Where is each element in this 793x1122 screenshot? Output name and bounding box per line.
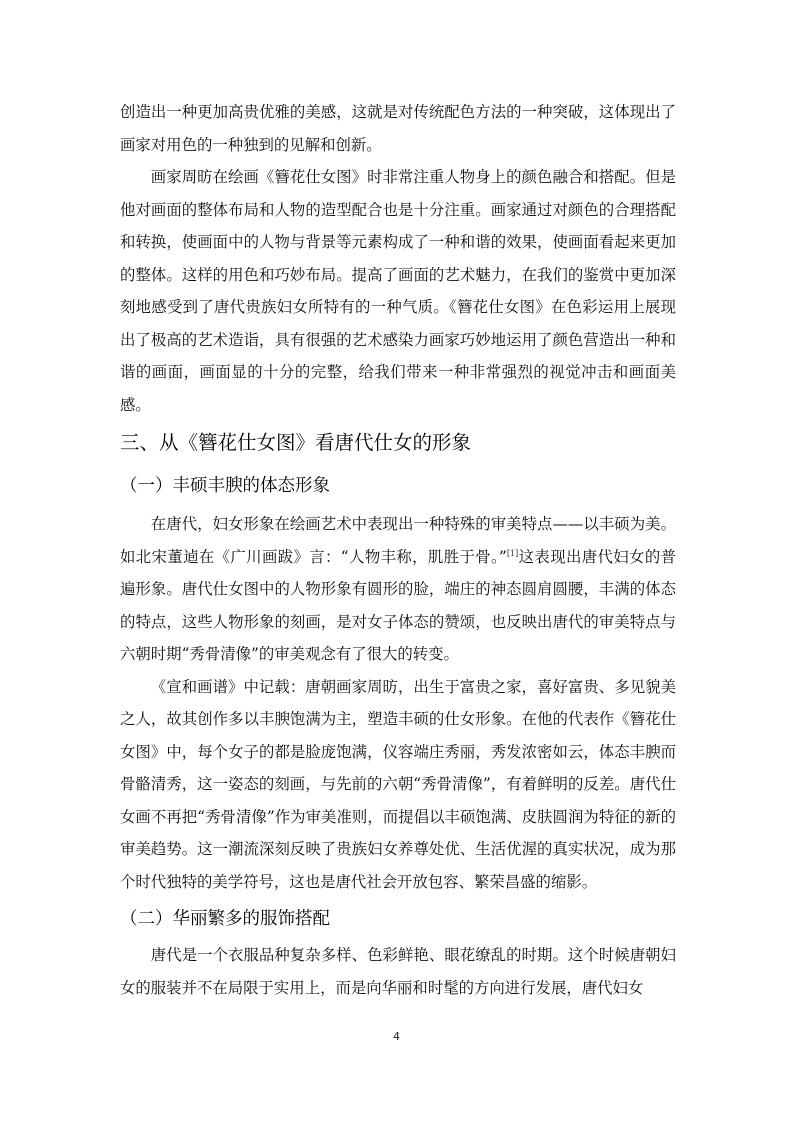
paragraph-continued: 创造出一种更加高贵优雅的美感，这就是对传统配色方法的一种突破，这体现出了画家对用色的一种独到的见解和创新。 xyxy=(120,103,676,154)
subsection-heading-1: （一）丰硕丰腴的体态形象 xyxy=(120,476,330,496)
paragraph-plump-figure xyxy=(120,508,676,671)
page-body xyxy=(120,96,676,1004)
paragraph-text-continued: 这表现出唐代妇女的普遍形象。唐代仕女图中的人物形象有圆形的脸，端庄的神态圆肩圆腰，丰满的体态的特点，这些人物形象的刻画，是对女子体态的赞颂，也反映出唐代的审美特点与六朝时期“秀骨清像”的审美观念有了很大的转变。 xyxy=(120,547,676,663)
citation-marker: [1] xyxy=(506,548,519,558)
subsection-heading-2: （二）华丽繁多的服饰搭配 xyxy=(120,909,330,929)
paragraph-clothing: 唐代是一个衣服品种复杂多样、色彩鲜艳、眼花缭乱的时期。这个时候唐朝妇女的服装并不在局限于实用上，而是向华丽和时髦的方向进行发展，唐代妇女 xyxy=(120,946,676,997)
section-heading-3: 三、从《簪花仕女图》看唐代仕女的形象 xyxy=(120,431,472,454)
paragraph-color-harmony: 画家周昉在绘画《簪花仕女图》时非常注重人物身上的颜色融合和搭配。但是他对画面的整体布局和人物的造型配合也是十分注重。画家通过对颜色的合理搭配和转换，使画面中的人物与背景等元素构成了一种和谐的效果，使画面看起来更加的整体。这样的用色和巧妙布局。提高了画面的艺术魅力，在我们的鉴赏中更加深刻地感受到了唐代贵族妇女所特有的一种气质。《簪花仕女图》在色彩运用上展现出了极高的艺术造诣，具有很强的艺术感染力画家巧妙地运用了颜色营造出一种和谐的画面，画面显的十分的完整，给我们带来一种非常强烈的视觉冲击和画面美感。 xyxy=(120,168,676,414)
page-number: 4 xyxy=(393,1030,400,1043)
paragraph-text: 在唐代，妇女形象在绘画艺术中表现出一种特殊的审美特点——以丰硕为美。如北宋董逌在《广川画跋》言：“人物丰称，肌胜于骨。” xyxy=(120,515,676,566)
paragraph-xuanhe-huapu: 《宣和画谱》中记载：唐朝画家周昉，出生于富贵之家，喜好富贵、多见貌美之人，故其创作多以丰腴饱满为主，塑造丰硕的仕女形象。在他的代表作《簪花仕女图》中，每个女子的都是脸庞饱满，仪容端庄秀丽，秀发浓密如云，体态丰腴而骨骼清秀，这一姿态的刻画，与先前的六朝“秀骨清像”，有着鲜明的反差。唐代仕女画不再把“秀骨清像”作为审美准则，而提倡以丰硕饱满、皮肤圆润为特征的新的审美趋势。这一潮流深刻反映了贵族妇女养尊处优、生活优渥的真实状况，成为那个时代独特的美学符号，这也是唐代社会开放包容、繁荣昌盛的缩影。 xyxy=(120,677,676,891)
